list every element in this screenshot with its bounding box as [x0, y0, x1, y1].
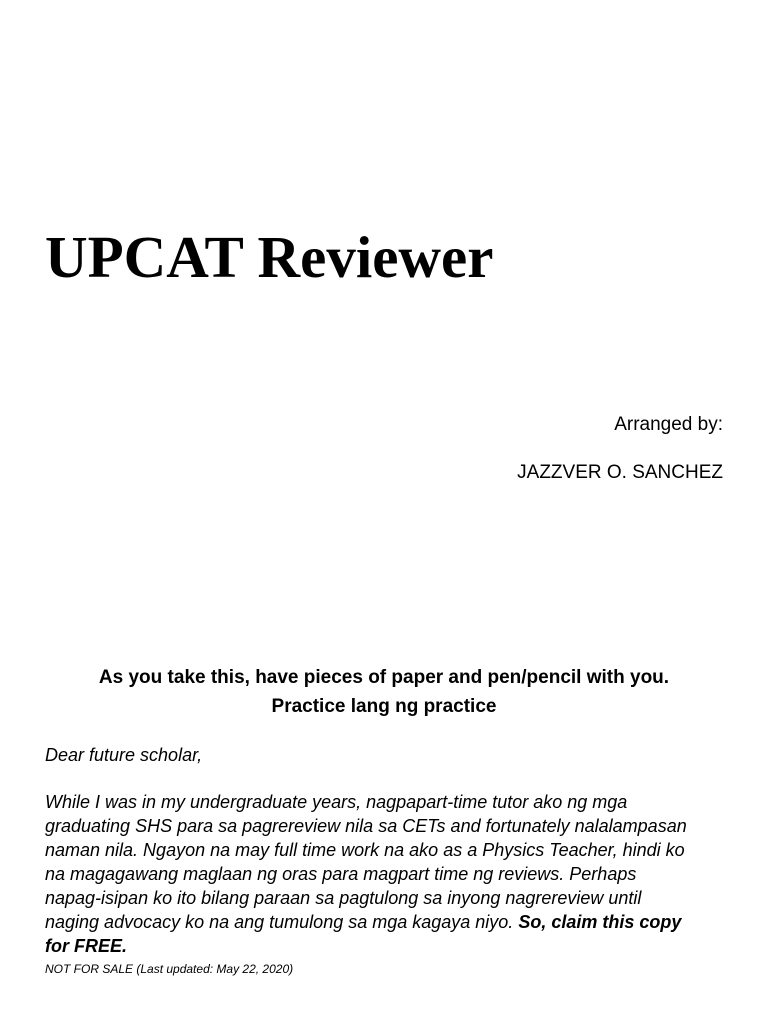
for-free-emphasis: for FREE.: [45, 936, 128, 956]
letter-line-text: naging advocacy ko na ang tumulong sa mga kagaya niyo.: [45, 912, 519, 932]
letter-line: napag-isipan ko ito bilang paraan sa pagtulong sa inyong nagrereview until: [45, 888, 642, 908]
instruction-line-2: Practice lang ng practice: [271, 696, 497, 717]
document-title: UPCAT Reviewer: [45, 224, 494, 290]
letter-salutation: Dear future scholar,: [45, 745, 203, 765]
letter-line: [45, 910, 735, 934]
letter-line: na magagawang maglaan ng oras para magpart time ng reviews. Perhaps: [45, 864, 637, 884]
letter-line: While I was in my undergraduate years, nagpapart-time tutor ako ng mga: [45, 792, 628, 812]
arranged-by-label: Arranged by:: [614, 414, 723, 435]
footer-note: NOT FOR SALE (Last updated: May 22, 2020): [45, 962, 294, 976]
letter-line: graduating SHS para sa pagrereview nila sa CETs and fortunately nalalampasan: [45, 816, 687, 836]
author-name: JAZZVER O. SANCHEZ: [517, 462, 723, 483]
letter-line: naman nila. Ngayon na may full time work na ako as a Physics Teacher, hindi ko: [45, 840, 685, 860]
letter-body: [45, 790, 735, 958]
instruction-line-1: As you take this, have pieces of paper and pen/pencil with you.: [98, 667, 670, 688]
claim-copy-emphasis: So, claim this copy: [518, 912, 682, 932]
